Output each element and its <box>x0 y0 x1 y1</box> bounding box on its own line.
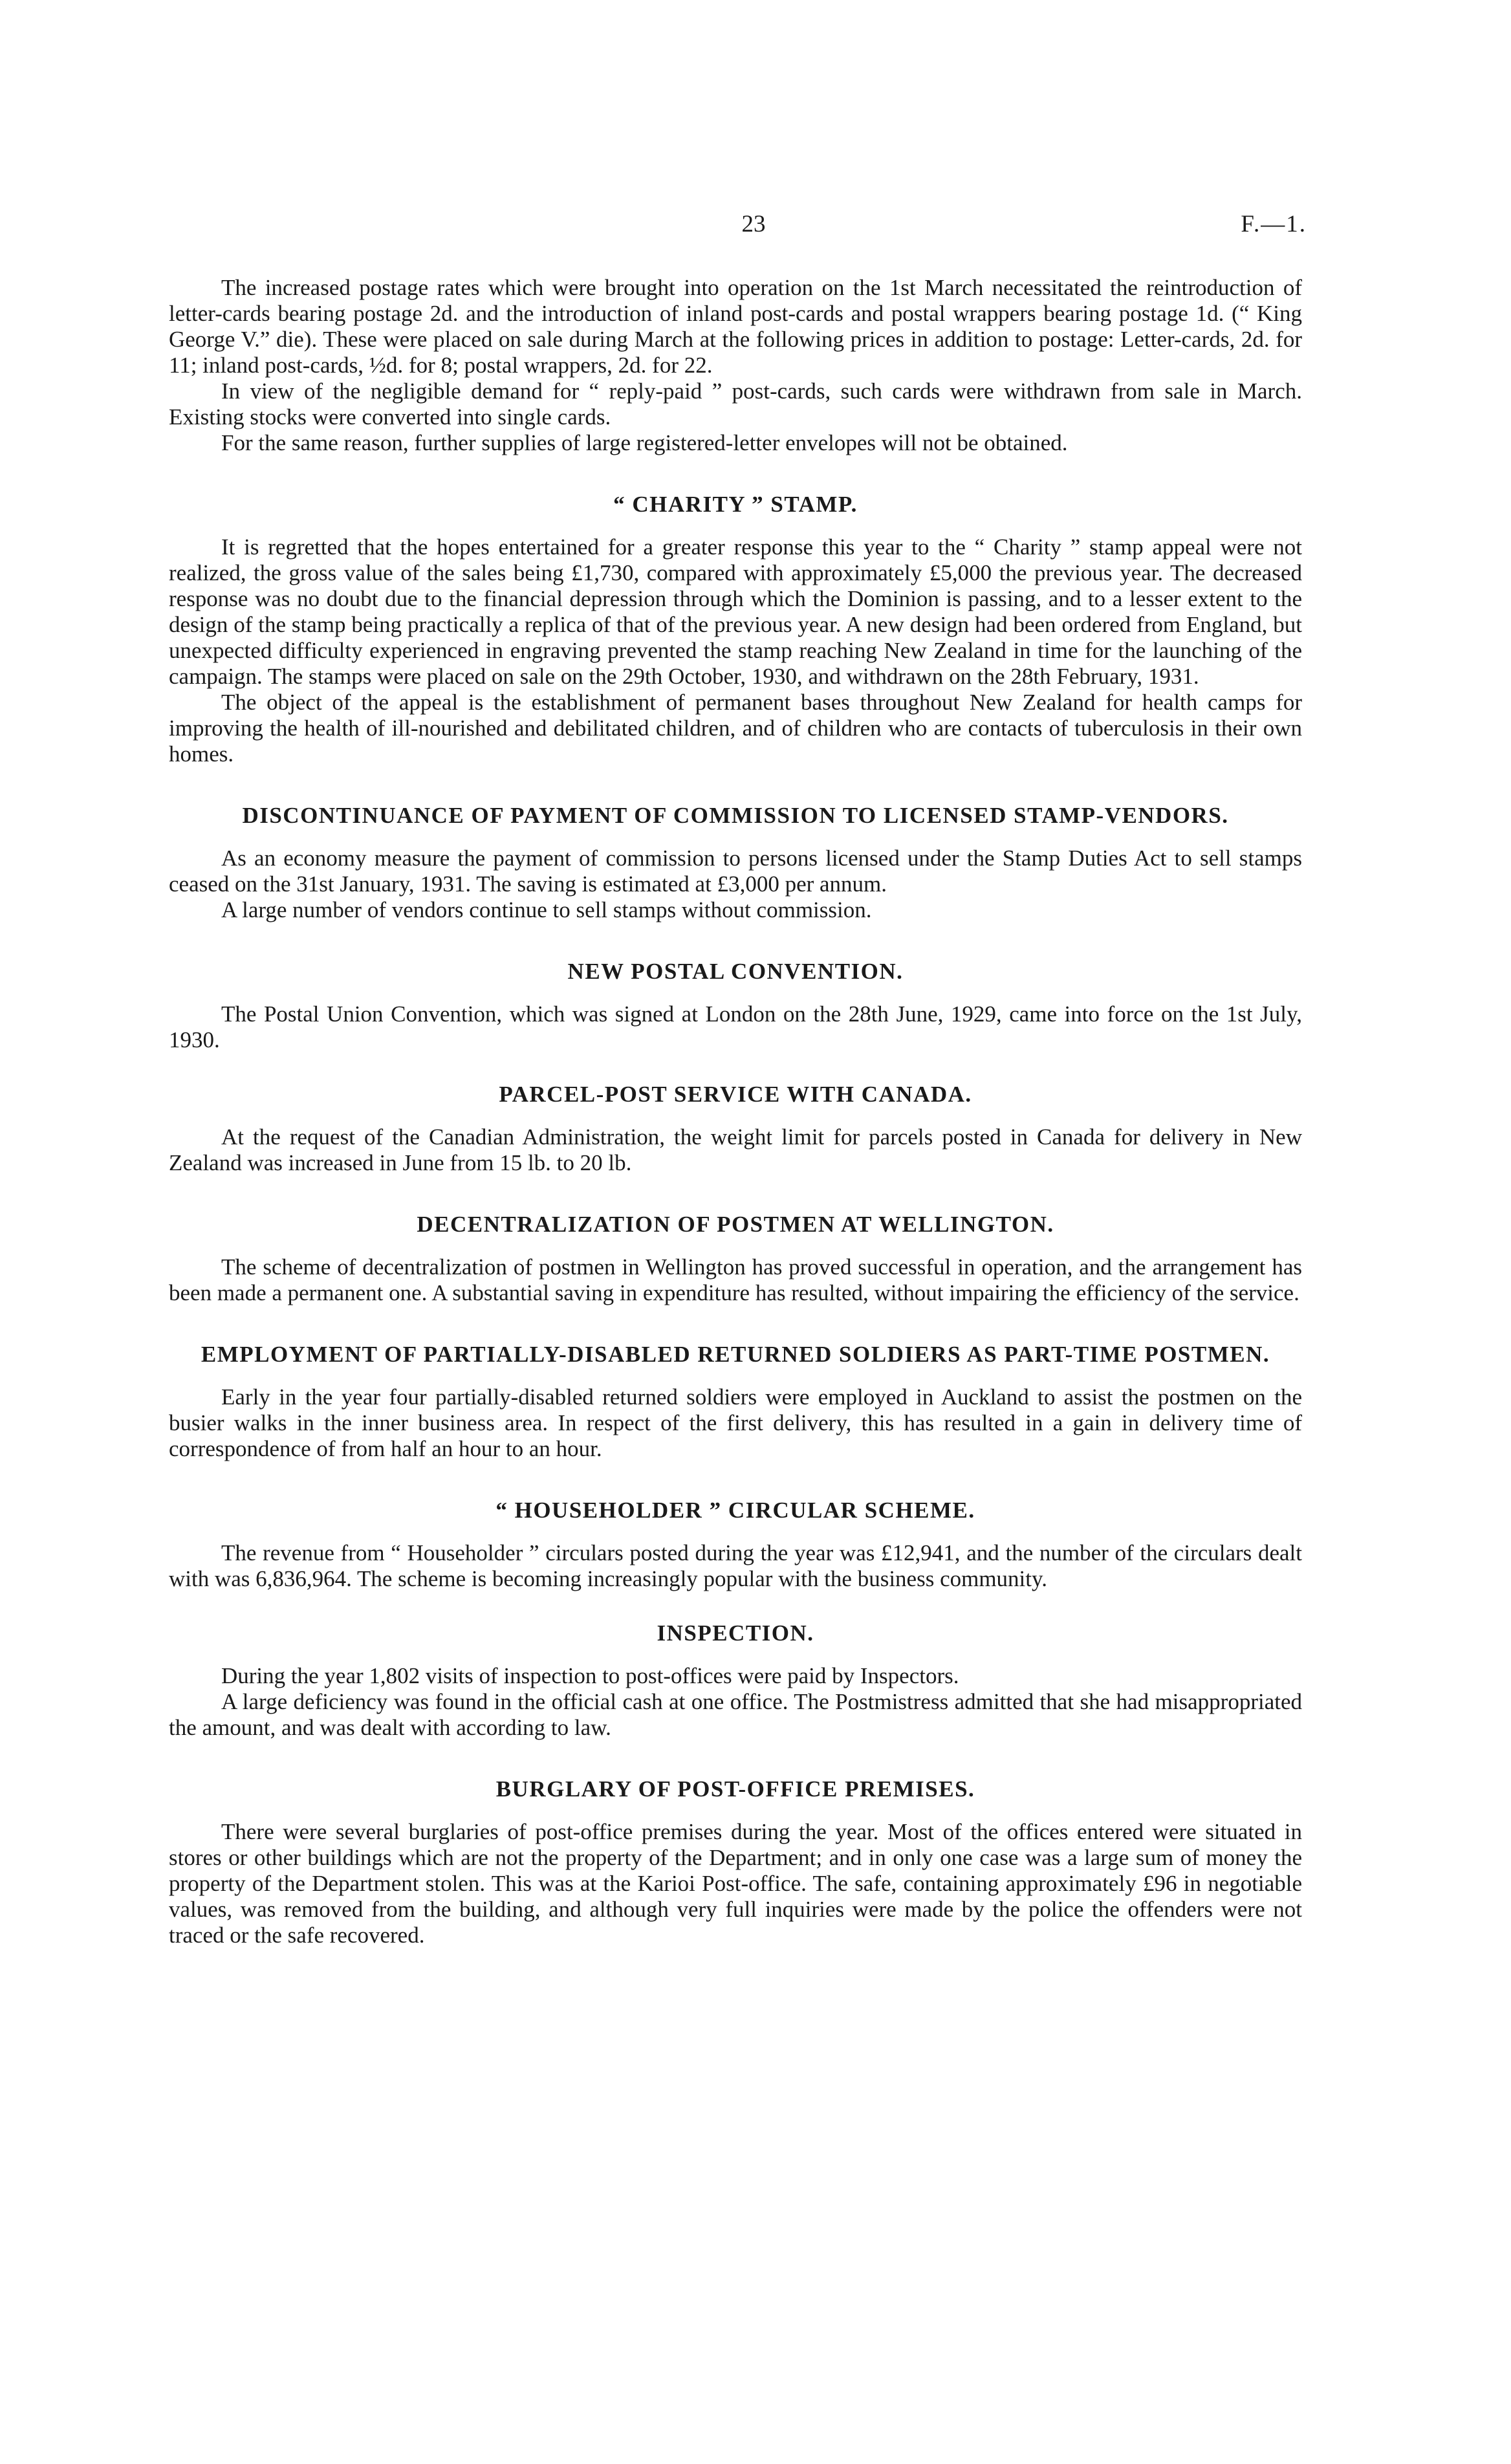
page-number: 23 <box>741 211 766 237</box>
paragraph: As an economy measure the payment of commission to persons licensed under the Stamp Duties Act to sell stamps ceased on the 31st January, 1931. The saving is estimated at £3,000 per annum. <box>169 845 1302 897</box>
section-charity-stamp <box>169 492 1302 767</box>
paragraph: The Postal Union Convention, which was signed at London on the 28th June, 1929, came into force on the 1st July, 1930. <box>169 1001 1302 1052</box>
document-reference: F.—1. <box>1241 211 1307 237</box>
paragraph: For the same reason, further supplies of large registered-letter envelopes will not be obtained. <box>221 430 1068 455</box>
section-householder-circular <box>169 1498 1302 1592</box>
paragraph: Early in the year four partially-disabled returned soldiers were employed in Auckland to assist the postmen on the busier walks in the inner business area. In respect of the first delivery, this has resulted in a gain in delivery time of correspondence of from half an hour to an hour. <box>169 1384 1302 1461</box>
paragraph: A large number of vendors continue to sell stamps without commission. <box>221 897 872 922</box>
section-postage-rates <box>169 275 1302 456</box>
section-burglary <box>169 1776 1302 1948</box>
section-heading: “ CHARITY ” STAMP. <box>613 492 858 517</box>
section-heading: INSPECTION. <box>657 1620 814 1646</box>
section-postal-convention <box>169 959 1302 1053</box>
section-heading: NEW POSTAL CONVENTION. <box>567 959 904 984</box>
section-heading: “ HOUSEHOLDER ” CIRCULAR SCHEME. <box>495 1498 975 1523</box>
section-heading: BURGLARY OF POST-OFFICE PREMISES. <box>495 1776 975 1802</box>
section-heading: PARCEL-POST SERVICE WITH CANADA. <box>499 1082 972 1107</box>
paragraph: It is regretted that the hopes entertained for a greater response this year to the “ Charity ” stamp appeal were not realized, the gross value of the sales being £1,730, compared with approximately £5,000 the previous year. The decreased response was no doubt due to the financial depression through which the Dominion is passing, and to a lesser extent to the design of the stamp being practically a replica of that of the previous year. A new design had been ordered from England, but unexpected difficulty experienced in engraving prevented the stamp reaching New Zealand in time for the launching of the campaign. The stamps were placed on sale on the 29th October, 1930, and withdrawn on the 28th February, 1931. <box>169 534 1302 689</box>
section-returned-soldiers <box>169 1342 1302 1462</box>
section-decentralization <box>169 1212 1302 1306</box>
section-heading: DECENTRALIZATION OF POSTMEN AT WELLINGTON. <box>417 1212 1054 1237</box>
paragraph: The revenue from “ Householder ” circulars posted during the year was £12,941, and the number of the circulars dealt with was 6,836,964. The scheme is becoming increasingly popular with the business community. <box>169 1540 1302 1591</box>
paragraph: There were several burglaries of post-office premises during the year. Most of the offices entered were situated in stores or other buildings which are not the property of the Department; and in only one case was a large sum of money the property of the Department stolen. This was at the Karioi Post-office. The safe, containing approximately £96 in negotiable values, was removed from the building, and although very full inquiries were made by the police the offenders were not traced or the safe recovered. <box>169 1819 1302 1948</box>
section-parcel-post-canada <box>169 1082 1302 1176</box>
section-inspection <box>169 1620 1302 1741</box>
section-heading: DISCONTINUANCE OF PAYMENT OF COMMISSION TO LICENSED STAMP-VENDORS. <box>242 803 1229 828</box>
page-body <box>169 275 1302 1948</box>
paragraph: The scheme of decentralization of postmen in Wellington has proved successful in operation, and the arrangement has been made a permanent one. A substantial saving in expenditure has resulted, without impairing the efficiency of the service. <box>169 1254 1302 1305</box>
section-stamp-vendors <box>169 803 1302 923</box>
paragraph: During the year 1,802 visits of inspection to post-offices were paid by Inspectors. <box>221 1663 959 1688</box>
paragraph: At the request of the Canadian Administration, the weight limit for parcels posted in Canada for delivery in New Zealand was increased in June from 15 lb. to 20 lb. <box>169 1124 1302 1175</box>
paragraph: In view of the negligible demand for “ reply-paid ” post-cards, such cards were withdrawn from sale in March. Existing stocks were converted into single cards. <box>169 378 1302 430</box>
paragraph: The increased postage rates which were brought into operation on the 1st March necessitated the reintroduction of letter-cards bearing postage 2d. and the introduction of inland post-cards and postal wrappers bearing postage 1d. (“ King George V.” die). These were placed on sale during March at the following prices in addition to postage: Letter-cards, 2d. for 11; inland post-cards, ½d. for 8; postal wrappers, 2d. for 22. <box>169 275 1302 378</box>
paragraph: A large deficiency was found in the official cash at one office. The Postmistress admitted that she had misappropriated the amount, and was dealt with according to law. <box>169 1689 1302 1740</box>
paragraph: The object of the appeal is the establishment of permanent bases throughout New Zealand for health camps for improving the health of ill-nourished and debilitated children, and of children who are contacts of tuberculosis in their own homes. <box>169 690 1302 767</box>
section-heading: EMPLOYMENT OF PARTIALLY-DISABLED RETURNED SOLDIERS AS PART-TIME POSTMEN. <box>201 1342 1270 1367</box>
